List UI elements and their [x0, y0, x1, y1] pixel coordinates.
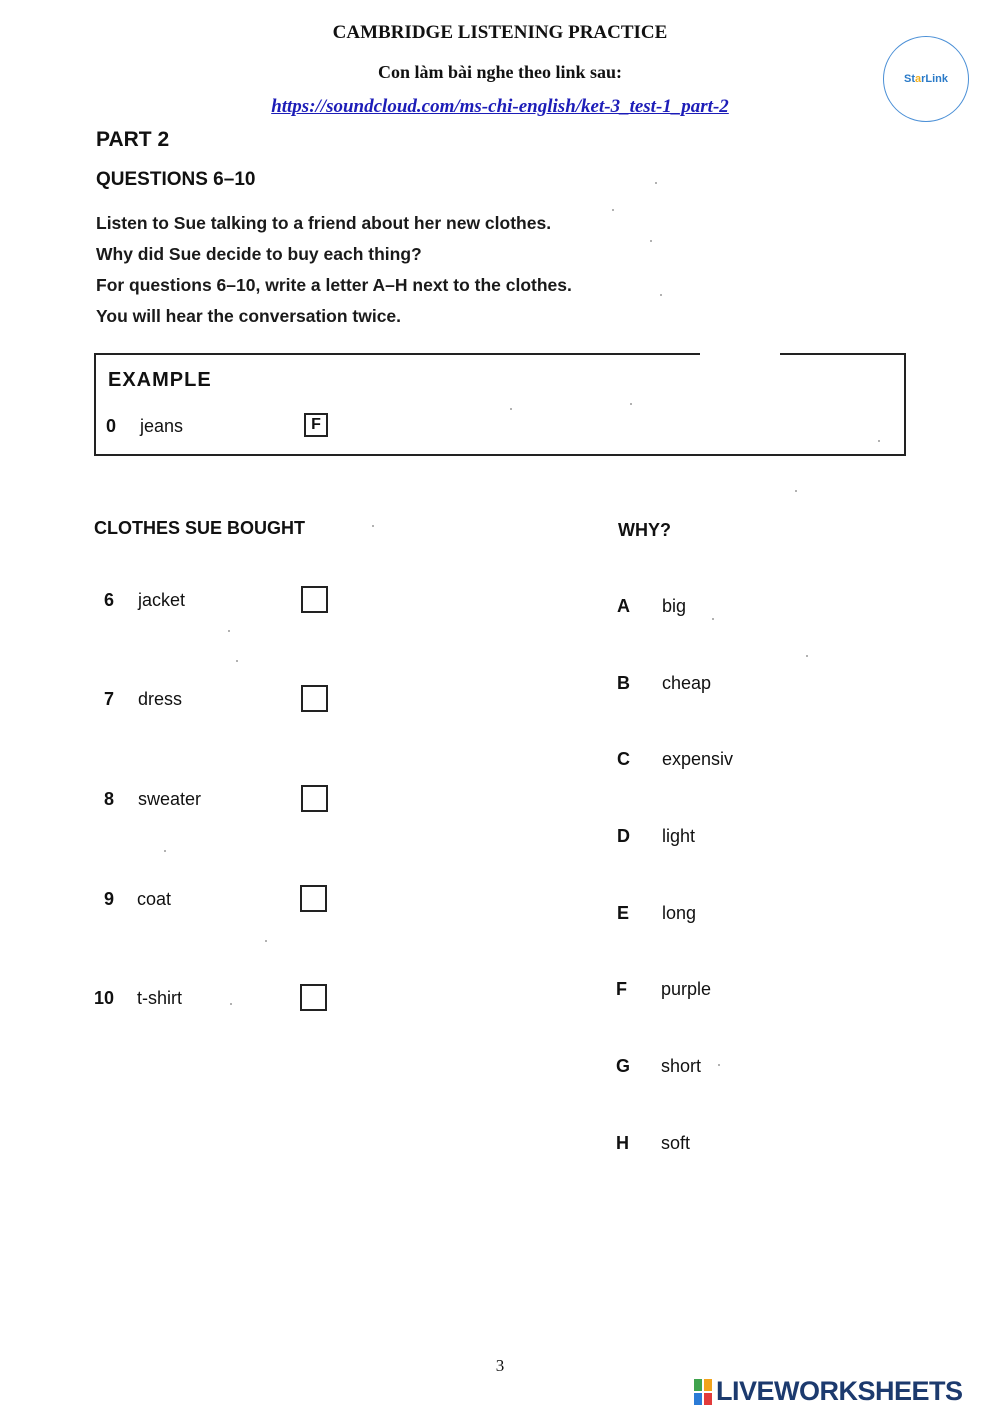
option-letter: G	[616, 1056, 631, 1076]
question-number: 10	[93, 988, 114, 1008]
question-item: coat	[137, 889, 172, 909]
scan-speck	[795, 490, 797, 492]
questions-heading: QUESTIONS 6–10	[96, 169, 256, 190]
liveworksheets-brand	[694, 1376, 963, 1407]
option-letter: F	[616, 979, 627, 999]
question-item: sweater	[138, 789, 202, 809]
option-letter: H	[616, 1133, 629, 1153]
option-word: cheap	[662, 673, 712, 693]
scan-speck	[230, 1003, 232, 1005]
option-letter: E	[617, 903, 630, 923]
question-item: dress	[138, 689, 183, 709]
example-number: 0	[106, 416, 117, 436]
example-title: EXAMPLE	[108, 369, 212, 391]
scan-speck	[712, 618, 714, 620]
option-word: big	[662, 596, 687, 616]
question-number: 7	[103, 689, 114, 709]
answer-box-7[interactable]	[301, 685, 328, 712]
logo-star-letter: a	[914, 73, 922, 85]
scan-speck	[236, 660, 238, 662]
audio-link[interactable]: https://soundcloud.com/ms-chi-english/ket-3_test-1_part-2	[271, 96, 729, 117]
logo-text-start: St	[903, 73, 915, 85]
option-letter: C	[617, 749, 630, 769]
instruction-line: For questions 6–10, write a letter A–H next to the clothes.	[96, 275, 572, 295]
instruction-line: Why did Sue decide to buy each thing?	[96, 244, 422, 264]
option-word: purple	[661, 979, 712, 999]
option-word: short	[661, 1056, 702, 1076]
option-word: soft	[661, 1133, 691, 1153]
part-heading: PART 2	[96, 128, 170, 151]
answer-box-8[interactable]	[301, 785, 328, 812]
scan-speck	[806, 655, 808, 657]
answer-box-10[interactable]	[300, 984, 327, 1011]
scan-speck	[655, 182, 657, 184]
page-number: 3	[495, 1356, 505, 1375]
scan-speck	[718, 1064, 720, 1066]
scan-speck	[650, 240, 652, 242]
starlink-logo	[883, 36, 969, 122]
option-letter: D	[617, 826, 630, 846]
answer-box-9[interactable]	[300, 885, 327, 912]
question-item: t-shirt	[137, 988, 182, 1008]
instruction-line: You will hear the conversation twice.	[96, 306, 402, 326]
question-number: 6	[103, 590, 114, 610]
scan-speck	[228, 630, 230, 632]
scan-speck	[372, 525, 374, 527]
example-box	[94, 353, 906, 456]
liveworksheets-wordmark: LIVEWORKSHEETS	[716, 1376, 963, 1406]
question-number: 8	[103, 789, 114, 809]
scan-speck	[265, 940, 267, 942]
logo-text-end: rLink	[921, 73, 949, 85]
scan-speck	[630, 403, 632, 405]
example-item: jeans	[140, 416, 184, 436]
option-word: expensiv	[662, 749, 734, 769]
scan-speck	[878, 440, 880, 442]
question-number: 9	[103, 889, 114, 909]
question-item: jacket	[138, 590, 186, 610]
instruction-line: Listen to Sue talking to a friend about her new clothes.	[96, 213, 552, 233]
why-heading: WHY?	[618, 520, 671, 540]
scan-speck	[510, 408, 512, 410]
page-header-title: CAMBRIDGE LISTENING PRACTICE	[332, 22, 668, 43]
example-box-gap	[700, 351, 780, 357]
option-word: long	[662, 903, 697, 923]
option-letter: A	[617, 596, 630, 616]
example-answer-box: F	[304, 413, 328, 437]
scan-speck	[612, 209, 614, 211]
clothes-heading: CLOTHES SUE BOUGHT	[94, 518, 306, 538]
liveworksheets-icon	[694, 1379, 712, 1405]
option-word: light	[662, 826, 696, 846]
page-header-subtitle: Con làm bài nghe theo link sau:	[377, 62, 623, 82]
answer-box-6[interactable]	[301, 586, 328, 613]
scan-speck	[660, 294, 662, 296]
option-letter: B	[617, 673, 630, 693]
scan-speck	[164, 850, 166, 852]
